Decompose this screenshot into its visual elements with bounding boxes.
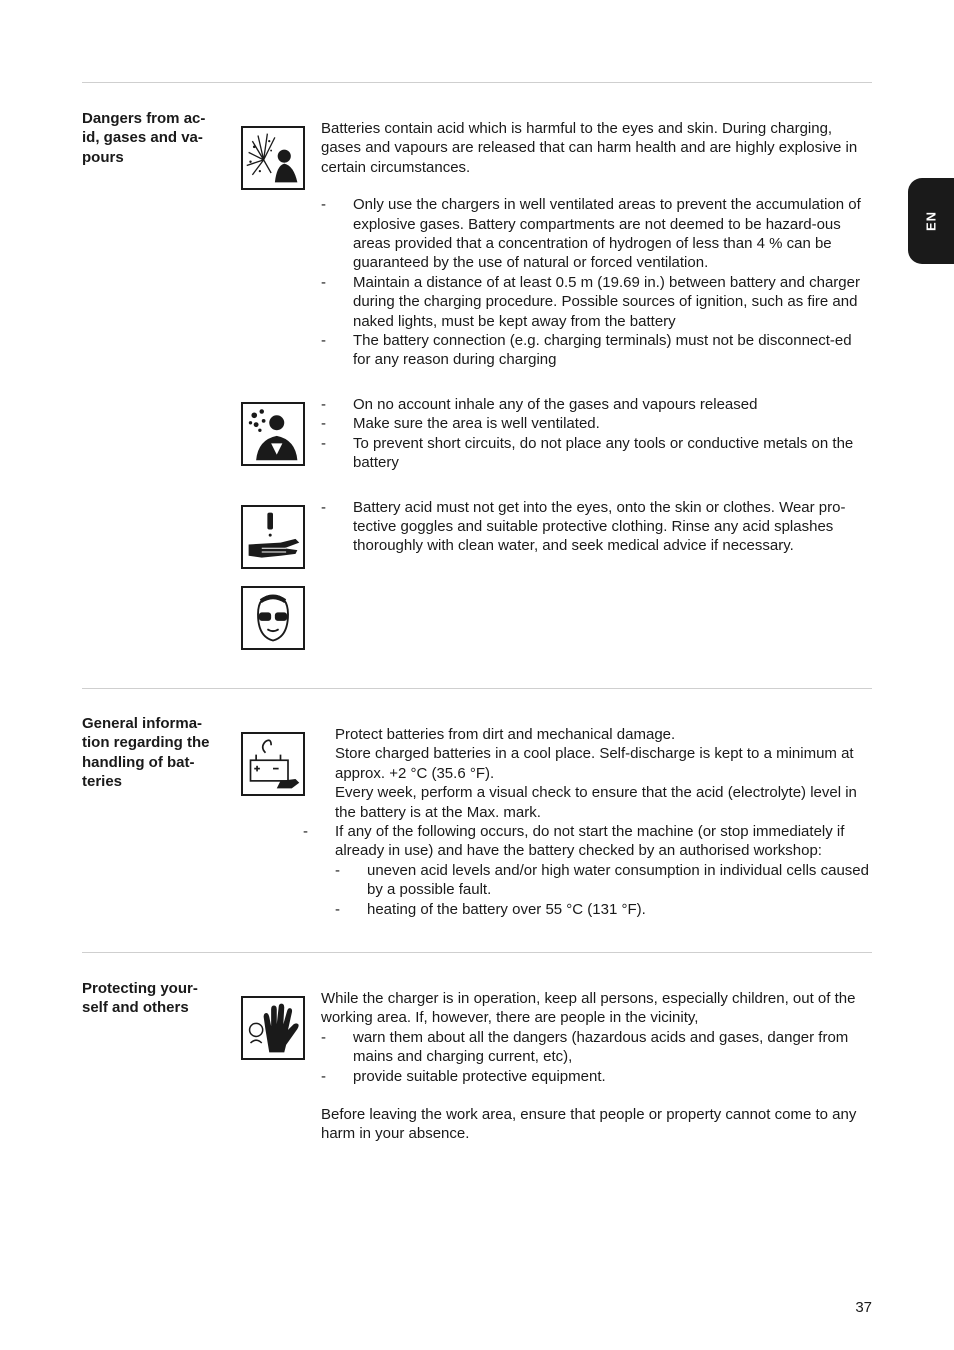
section-general-info-body bbox=[303, 725, 871, 919]
list-item: Protect batteries from dirt and mechanical damage. bbox=[335, 726, 676, 743]
sub-list bbox=[303, 861, 871, 919]
list-item: - provide suitable protective equipment. bbox=[321, 1067, 606, 1085]
dangers-intro: Batteries contain acid which is harmful to the eyes and skin. During charging, gases and vapours are released that can harm health and are highly explosive in certain circumstances. bbox=[321, 120, 858, 176]
corrosive-acid-icon bbox=[241, 505, 305, 569]
list-item: - Make sure the area is well ventilated. bbox=[321, 415, 600, 433]
protecting-outro: Before leaving the work area, ensure that people or property cannot come to any harm in your absence. bbox=[321, 1106, 857, 1143]
page-number: 37 bbox=[855, 1299, 872, 1316]
keep-away-hand-icon bbox=[241, 996, 305, 1060]
section-protecting-body bbox=[321, 989, 869, 1144]
toxic-gas-warning-icon bbox=[241, 402, 305, 466]
section-divider-1 bbox=[82, 688, 872, 689]
language-tab-label: EN bbox=[923, 210, 939, 232]
protecting-intro: While the charger is in operation, keep all persons, especially children, out of the working area. If, however, there are people in the vicinity, bbox=[321, 990, 856, 1027]
section-title-dangers: Dangers from ac-id, gases and va-pours bbox=[82, 110, 206, 166]
list-item: - To prevent short circuits, do not place any tools or conductive metals on the battery bbox=[321, 434, 854, 472]
list-item: - Maintain a distance of at least 0.5 m (19.69 in.) between battery and charger during the charging procedure. Possible sources of ignition, such as fire and naked lights, must be kept away from the battery bbox=[321, 273, 860, 330]
list-item: - uneven acid levels and/or high water consumption in individual cells caused by a possible fault. bbox=[335, 861, 869, 899]
list-item: - warn them about all the dangers (hazardous acids and gases, danger from mains and charging current, etc), bbox=[321, 1028, 849, 1066]
list-item: - The battery connection (e.g. charging terminals) must not be disconnect-ed for any reason during charging bbox=[321, 332, 852, 369]
list-item: Every week, perform a visual check to ensure that the acid (electrolyte) level in the battery is at the Max. mark. bbox=[335, 784, 857, 821]
list-item: - heating of the battery over 55 °C (131 °F). bbox=[335, 900, 646, 918]
list-item: - Battery acid must not get into the eyes, onto the skin or clothes. Wear pro-tective goggles and suitable protective clothing. Rinse any acid splashes thoroughly with clean water, and seek medical advice if necessary. bbox=[321, 498, 846, 555]
section-dangers-body bbox=[321, 119, 869, 556]
section-divider-2 bbox=[82, 952, 872, 953]
battery-handling-icon bbox=[241, 732, 305, 796]
list-item: Store charged batteries in a cool place. Self-discharge is kept to a minimum at approx. +2 °C (35.6 °F). bbox=[335, 745, 854, 782]
list-item: - On no account inhale any of the gases and vapours released bbox=[321, 395, 758, 413]
wear-goggles-icon bbox=[241, 586, 305, 650]
section-title-general-info: General informa-tion regarding the handling of bat-teries bbox=[82, 715, 210, 791]
language-tab bbox=[908, 178, 954, 264]
explosion-warning-icon bbox=[241, 126, 305, 190]
list-item: - Only use the chargers in well ventilated areas to prevent the accumulation of explosive gases. Battery compartments are not deemed to be hazard-ous areas provided that a concentration of hydrogen of less than 4 % can be guaranteed by the use of natural or forced ventilation. bbox=[321, 196, 861, 272]
top-divider bbox=[82, 82, 872, 83]
list-item: - If any of the following occurs, do not start the machine (or stop immediately if already in use) and have the battery checked by an authorised workshop: bbox=[303, 823, 845, 860]
section-title-protecting: Protecting your-self and others bbox=[82, 980, 198, 1017]
